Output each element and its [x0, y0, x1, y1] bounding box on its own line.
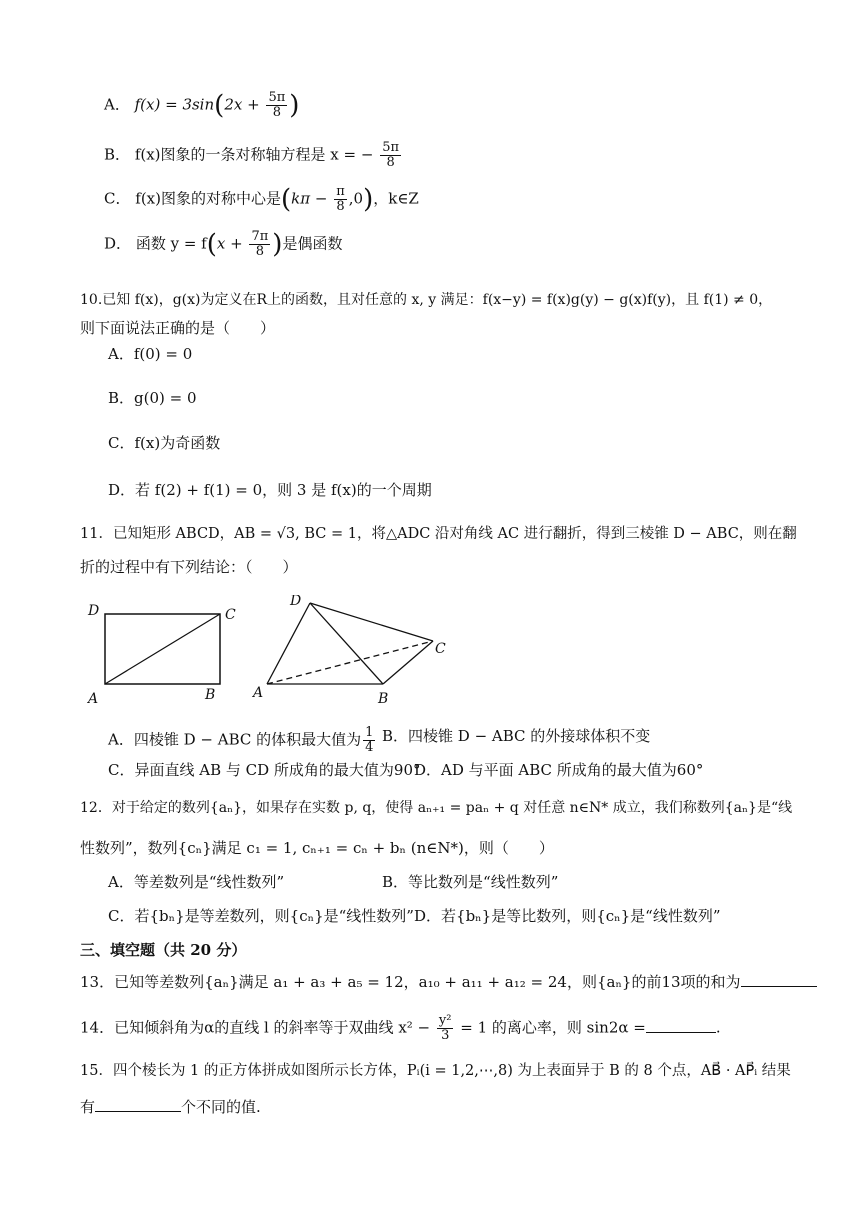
- option-label: B．: [104, 145, 131, 164]
- q9-option-a: [104, 91, 299, 120]
- q14: [80, 1014, 721, 1043]
- question-text: 14．已知倾斜角为α的直线 l 的斜率等于双曲线 x² −: [80, 1018, 431, 1037]
- label-C: C: [435, 641, 446, 657]
- answer-blank[interactable]: [646, 1018, 716, 1033]
- denominator: 8: [272, 105, 281, 120]
- option-label: C．: [104, 189, 131, 208]
- q9-option-b: [104, 141, 403, 170]
- q12-option-b: B．等比数列是“线性数列”: [382, 873, 559, 891]
- q12-option-a: A．等差数列是“线性数列”: [108, 873, 285, 891]
- section-title: 三、填空题（共 20 分）: [80, 941, 247, 959]
- q12-option-d: D．若{bₙ}是等比数列，则{cₙ}是“线性数列”: [414, 907, 721, 925]
- denominator: 8: [336, 199, 345, 214]
- paren-right: ): [272, 229, 283, 260]
- label-D: D: [88, 603, 100, 619]
- option-text: ，k∈Z: [373, 189, 419, 208]
- option-text: x +: [216, 234, 243, 253]
- option-text: f(x)图象的对称中心是: [135, 189, 281, 208]
- q10-option-d: D．若 f(2) + f(1) = 0，则 3 是 f(x)的一个周期: [108, 481, 432, 499]
- q11-stem-line2: 折的过程中有下列结论：（ ）: [80, 558, 298, 576]
- option-text: A．四棱锥 D − ABC 的体积最大值为: [108, 730, 362, 749]
- q10-option-a: A．f(0) = 0: [108, 345, 193, 363]
- label-C: C: [225, 607, 236, 623]
- q9-option-c: [104, 185, 419, 214]
- edge-dc: [310, 603, 433, 641]
- option-text: 是偶函数: [282, 234, 343, 253]
- paren-right: ): [289, 90, 300, 121]
- paren-left: (: [206, 229, 217, 260]
- q12-stem-line2: 性数列”，数列{cₙ}满足 c₁ = 1, cₙ₊₁ = cₙ + bₙ (n∈N*)，则（ ）: [80, 839, 554, 857]
- option-text: ,0: [348, 189, 364, 208]
- numerator: π: [336, 184, 345, 199]
- paren-left: (: [280, 184, 292, 215]
- numerator: y²: [438, 1013, 452, 1028]
- paren-left: (: [214, 90, 225, 121]
- label-A: A: [253, 685, 264, 701]
- diagonal-ac: [105, 614, 220, 684]
- q9-option-d: [104, 230, 342, 259]
- q12-option-c: C．若{bₙ}是等差数列，则{cₙ}是“线性数列”: [108, 907, 414, 925]
- fraction: [266, 91, 287, 120]
- q10-option-c: C．f(x)为奇函数: [108, 434, 221, 452]
- q11-figure: [80, 595, 460, 715]
- q12-stem-line1: 12．对于给定的数列{aₙ}，如果存在实数 p, q，使得 aₙ₊₁ = paₙ + q 对任意 n∈N* 成立，我们称数列{aₙ}是“线: [80, 800, 793, 816]
- q11-option-c: C．异面直线 AB 与 CD 所成角的最大值为90°: [108, 761, 421, 779]
- q11-option-a: [108, 726, 377, 755]
- answer-blank[interactable]: [95, 1097, 181, 1112]
- question-text: 有: [80, 1098, 96, 1116]
- answer-blank[interactable]: [741, 972, 817, 987]
- numerator: 1: [365, 725, 374, 740]
- option-text: f(x)图象的一条对称轴方程是 x = −: [134, 145, 374, 164]
- option-text: f(x) = 3sin: [134, 95, 215, 114]
- paren-right: ): [363, 184, 374, 215]
- q15-line1: 15．四个棱长为 1 的正方体拼成如图所示长方体，Pᵢ(i = 1,2,⋯,8) 为上表面异于 B 的 8 个点，AB⃗ · AP⃗ᵢ 结果: [80, 1063, 791, 1079]
- numerator: 5π: [382, 140, 400, 155]
- edge-db: [310, 603, 383, 684]
- denominator: 3: [441, 1028, 450, 1043]
- fraction: [363, 726, 375, 755]
- q10-option-b: B．g(0) = 0: [108, 389, 197, 407]
- label-A: A: [88, 691, 99, 707]
- q11-option-b: B．四棱锥 D − ABC 的外接球体积不变: [382, 727, 651, 745]
- label-D: D: [290, 595, 302, 609]
- option-text: 函数 y = f: [135, 234, 207, 253]
- denominator: 8: [255, 244, 264, 259]
- fraction: [437, 1014, 454, 1043]
- fraction: [380, 141, 401, 170]
- q11-option-d: D．AD 与平面 ABC 所成角的最大值为60°: [414, 761, 704, 779]
- option-text: kπ −: [291, 189, 328, 208]
- denominator: 8: [386, 155, 395, 170]
- fraction: [249, 230, 270, 259]
- question-text: .: [715, 1018, 721, 1037]
- question-text: = 1 的离心率，则 sin2α =: [460, 1018, 646, 1037]
- question-text: 个不同的值.: [181, 1098, 261, 1116]
- option-text: 2x +: [224, 95, 260, 114]
- q15-line2: [80, 1097, 261, 1117]
- q13: [80, 972, 817, 992]
- question-text: 13．已知等差数列{aₙ}满足 a₁ + a₃ + a₅ = 12，a₁₀ + a₁₁ + a₁₂ = 24，则{aₙ}的前13项的和为: [80, 973, 741, 991]
- q10-stem-line1: 10.已知 f(x)，g(x)为定义在R上的函数，且对任意的 x, y 满足：f(x−y) = f(x)g(y) − g(x)f(y)，且 f(1) ≠ 0，: [80, 292, 773, 308]
- denominator: 4: [365, 740, 374, 755]
- edge-da: [267, 603, 310, 684]
- numerator: 7π: [251, 229, 269, 244]
- option-label: D．: [104, 234, 132, 253]
- q10-stem-line2: 则下面说法正确的是（ ）: [80, 319, 276, 337]
- q11-stem-line1: 11．已知矩形 ABCD，AB = √3, BC = 1，将△ADC 沿对角线 AC 进行翻折，得到三棱锥 D − ABC，则在翻: [80, 526, 797, 542]
- numerator: 5π: [268, 90, 286, 105]
- option-label: A．: [104, 95, 130, 114]
- fraction: [334, 185, 347, 214]
- label-B: B: [378, 691, 389, 707]
- label-B: B: [205, 687, 216, 703]
